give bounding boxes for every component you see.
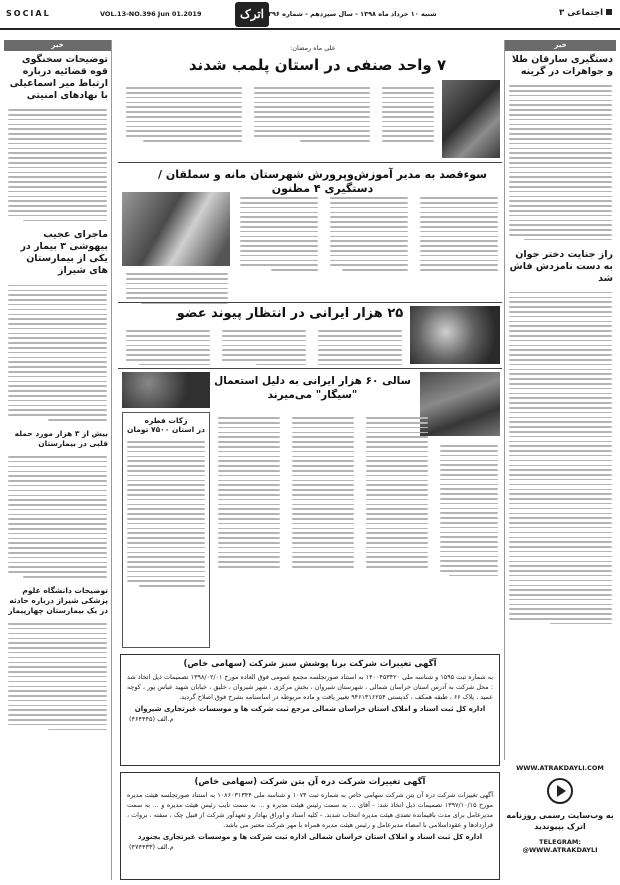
- notice-body: به شماره ثبت ۱۵۹۵ و شناسه ملی ۱۴۰۰۴۵۳۴۲۰ به استناد صورتجلسه مجمع عمومی فوق العاده مورخ ۱۳۹۸/۰۲/۰۱ تصمیمات ذیل اتخاذ شد : محل شرکت به آدرس استان خراسان شمالی ، شهرستان شیروان ، بخش مرکزی ، شهر شیروان ، خلیق ، خیابان شهید عباس پور ، کوچه عمید ، پلاک ۶۶ ، طبقه همکف ، کدپستی ۹۴۶۱۳۱۶۲۵۴ تغییر یافت و ماده مربوطه در اساسنامه بشرح فوق اصلاح گردید.: [127, 673, 493, 701]
- article-photo: [122, 372, 210, 408]
- news-body: [4, 279, 111, 425]
- divider: [118, 302, 502, 303]
- news-body: [505, 80, 616, 246]
- article-body: [314, 325, 406, 371]
- article-photo: [122, 192, 230, 266]
- notice-number: م.الف (۴۶۴۴۴۵): [129, 715, 174, 723]
- notice-title: آگهی تغییرات شرکت دره آن بتن شرکت (سهامی خاص): [194, 777, 426, 787]
- left-news-column: [4, 40, 112, 880]
- masthead: [0, 0, 620, 30]
- divider: [118, 368, 502, 369]
- notice-body: آگهی تغییرات شرکت دره آن بتن شرکت سهامی خاص به شماره ثبت ۱۰۷۴ و شناسه ملی ۱۰۸۶۰۳۱۳۴۴ به استناد صورتجلسه هیئت مدیره مورخ ۱۳۹۷/۱۰/۱۵ تصمیمات ذیل اتخاذ شد: - آقای ... به سمت رئیس هیئت مدیره و ... به سمت نایب رئیس هیئت مدیره و ... به سمت مدیرعامل برای مدت باقیمانده تصدی هیئت مدیره انتخاب شدند. - کلیه اسناد و اوراق بهادار و تعهدآور شرکت از قبیل چک ، سفته ، بروات ، قراردادها و عقوداسلامی با امضاء مدیرعامل و رئیس هیئت مدیره همراه با مهر شرکت معتبر می باشد.: [127, 791, 493, 829]
- article-body: [362, 412, 432, 573]
- article-body: [236, 192, 322, 276]
- section-label-left: SOCIAL: [6, 9, 51, 18]
- article-headline: سالی ۶۰ هزار ایرانی به دلیل استعمال "سیگار" می‌میرند: [214, 375, 411, 401]
- notice-office: اداره کل ثبت اسناد و املاک استان خراسان شمالی مرجع ثبت شرکت ها و موسسات غیرتجاری شیروان: [134, 705, 486, 713]
- article-headline: ۲۵ هزار ایرانی در انتظار پیوند عضو: [176, 306, 404, 321]
- article-body: [122, 325, 214, 371]
- article-headline: ۷ واحد صنفی در استان پلمب شدند: [188, 56, 447, 74]
- legal-notice-2: [120, 772, 500, 880]
- article-body: [218, 325, 310, 371]
- article-body: [326, 192, 412, 276]
- zakat-title: زکات فطره: [144, 416, 188, 425]
- persian-date: شنبه ۱۰ خرداد ماه ۱۳۹۸ - سال سیزدهم - شماره ۳۹۶: [268, 10, 437, 18]
- news-body: [505, 287, 616, 630]
- volume-info: VOL.13-NO.396 Jun 01.2019: [100, 10, 202, 18]
- article-body: [122, 82, 246, 147]
- news-body: [4, 104, 111, 226]
- news-headline: راز جنایت دختر جوان به دست نامزدش فاش شد: [509, 248, 613, 284]
- right-news-column: [504, 40, 616, 880]
- divider: [118, 162, 502, 163]
- section-label-right: [559, 8, 612, 18]
- bullet-icon: [606, 9, 612, 15]
- article-photo: [410, 306, 500, 364]
- article-body: [416, 192, 502, 276]
- column-label: خبر: [505, 40, 616, 51]
- legal-notice-1: [120, 654, 500, 766]
- notice-office: اداره کل ثبت اسناد و املاک استان خراسان شمالی اداره ثبت شرکت ها و موسسات غیرتجاری بجنورد: [137, 833, 483, 841]
- news-headline: دستگیری سارقان طلا و جواهرات در گرینه: [511, 54, 613, 77]
- newspaper-logo: اترک: [235, 2, 269, 27]
- promo-website[interactable]: WWW.ATRAKDAYLI.COM: [516, 764, 604, 772]
- section-title: اجتماعی ۳: [559, 8, 603, 18]
- article-body: [378, 82, 438, 147]
- news-body: [4, 451, 111, 583]
- notice-title: آگهی تغییرات شرکت برنا پوشش سبز شرکت (سهامی خاص): [183, 659, 437, 669]
- play-arrow-icon: [547, 778, 573, 804]
- article-body: [436, 440, 502, 582]
- news-headline: توضیحات سخنگوی قوه قضائیه درباره ارتباط میر اسماعیلی با نهادهای امنیتی: [9, 54, 108, 101]
- article-body: [250, 82, 374, 147]
- article-kicker: علی ماه رمضان:: [290, 44, 336, 52]
- zakat-box: [122, 412, 210, 648]
- article-body: [288, 412, 358, 573]
- column-label: خبر: [4, 40, 111, 51]
- promo-telegram[interactable]: TELEGRAM: @WWW.ATRAKDAYLI: [522, 838, 598, 854]
- article-body: [214, 412, 284, 573]
- website-promo: [504, 760, 616, 880]
- article-headline: سوءقصد به مدیر آموزش‌وپرورش شهرستان مانه و سملقان / دستگیری ۴ مظنون: [158, 168, 487, 195]
- news-headline: ماجرای عجیب بیهوشی ۳ بیمار در یکی از بیمارستان های شیراز: [20, 229, 108, 277]
- news-subheadline: بیش از ۳ هزار مورد حمله قلبی در بیمارستان: [14, 428, 108, 448]
- zakat-price: در استان ۷۵۰۰ تومان: [127, 425, 205, 434]
- promo-visit-text: به وب‌سایت رسمی روزنامه اترک بپیوندید: [506, 811, 614, 831]
- news-body: [4, 618, 111, 736]
- article-photo: [442, 80, 500, 158]
- notice-number: م.الف (۴۷۴۴۳۳): [129, 843, 174, 851]
- news-subheadline: توضیحات دانشگاه علوم پزشکی شیراز درباره حادثه در یک بیمارستان چهارپیمار: [8, 585, 108, 615]
- article-photo: [420, 372, 500, 436]
